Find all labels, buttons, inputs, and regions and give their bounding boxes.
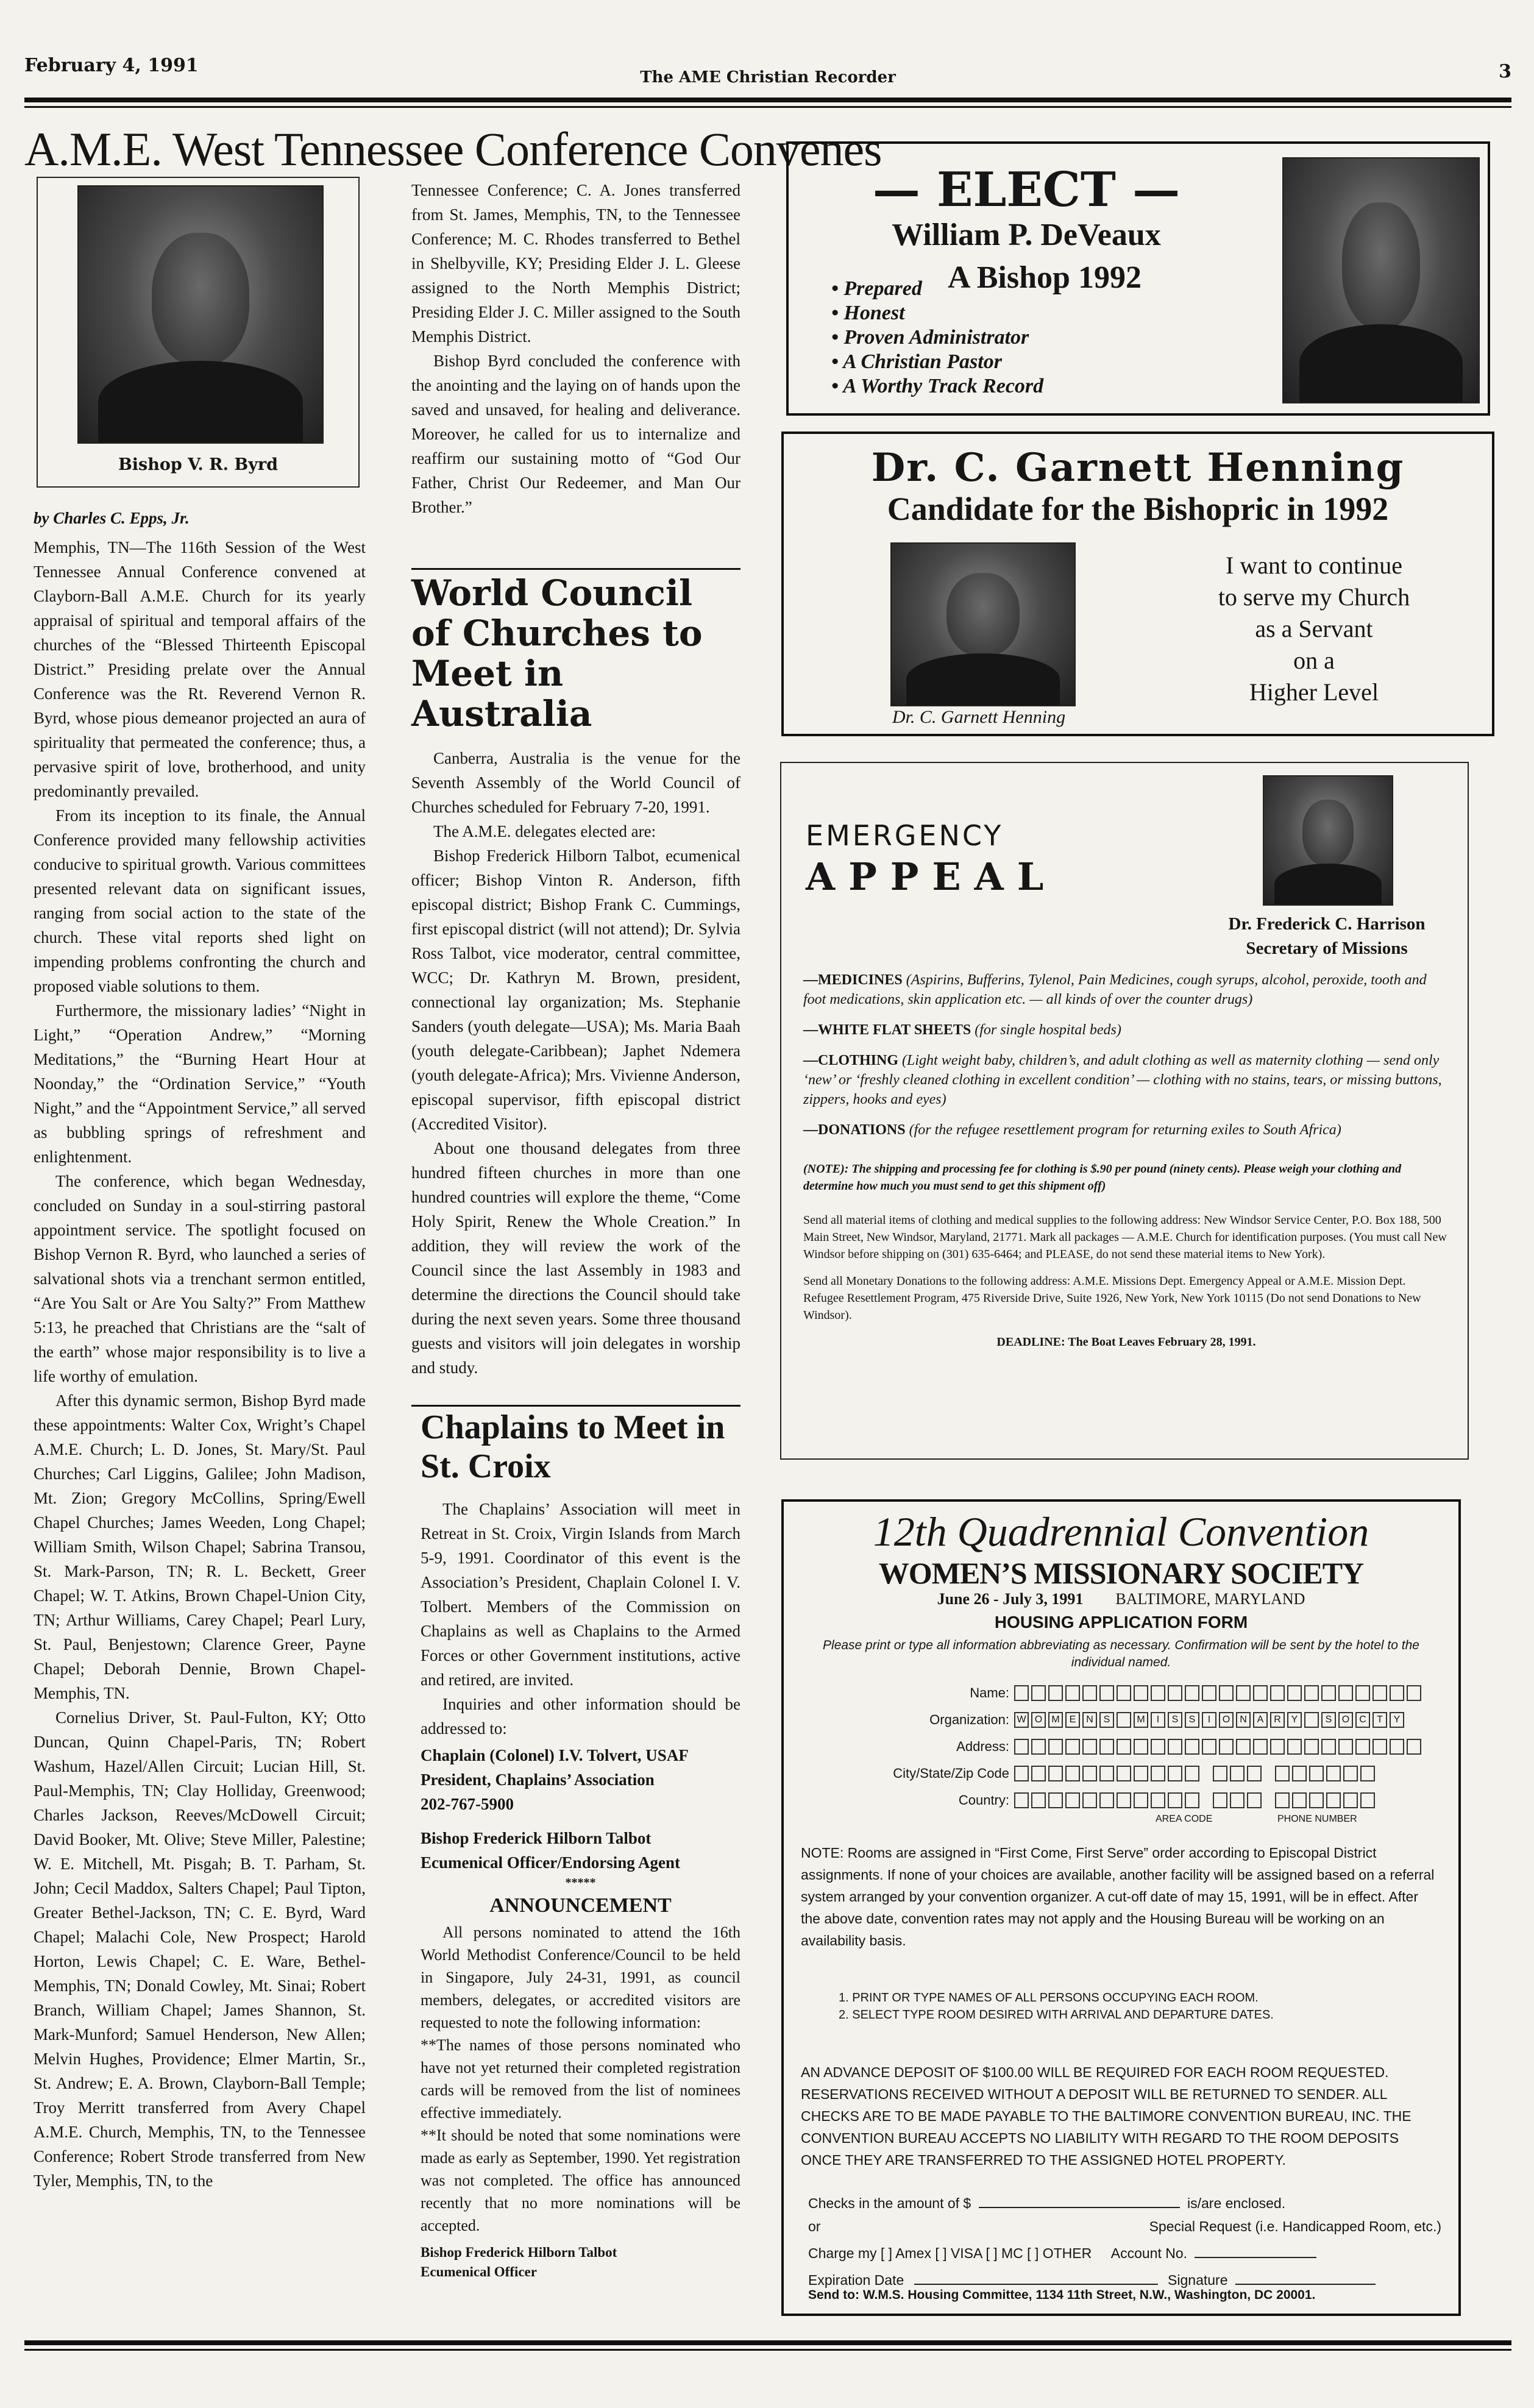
paragraph: Canberra, Australia is the venue for the Seventh Assembly of the World Council of Churches scheduled for February 7-20, 1991. xyxy=(411,749,740,816)
address-input[interactable] xyxy=(1014,1739,1421,1755)
character-cell[interactable] xyxy=(1304,1739,1319,1755)
article-headline: A.M.E. West Tennessee Conference Convenes xyxy=(24,123,882,176)
harrison-caption xyxy=(1196,912,1458,961)
character-cell[interactable] xyxy=(1014,1766,1029,1781)
elect-point: • A Worthy Track Record xyxy=(831,374,1043,399)
character-cell[interactable]: Y xyxy=(1287,1712,1302,1728)
character-cell[interactable] xyxy=(1014,1685,1029,1701)
character-cell[interactable] xyxy=(1014,1792,1029,1808)
form-title: HOUSING APPLICATION FORM xyxy=(994,1613,1248,1632)
paragraph: After this dynamic sermon, Bishop Byrd made these appointments: Walter Cox, Wright’s Chapel A.M.E. Church; L. D. Jones, St. Mary/St. Paul Churches; Carl Liggins, Galilee; John Madison, Mt. Zion; Gregory McCollins, Spring/Ewell Chapel Churches; James Weeden, Long Chapel; William Smith, Wilson Chapel; Sabrina Transou, St. Mark-Parson, TN; R. L. Beckett, Greer Chapel; W. T. Atkins, Brown Chapel-Union City, TN; Arthur Williams, Carey Chapel; Pearl Lury, St. Paul, Benjestown; Clarence Greer, Payne Chapel; Deborah Dennie, Brown Chapel-Memphis, TN. xyxy=(34,1391,366,1702)
character-cell[interactable] xyxy=(1031,1766,1046,1781)
contact-line: Bishop Frederick Hilborn Talbot xyxy=(421,1829,652,1847)
henning-photo xyxy=(890,542,1076,706)
character-cell[interactable] xyxy=(1117,1685,1131,1701)
character-cell[interactable] xyxy=(1219,1739,1234,1755)
article1-column1 xyxy=(34,506,366,2193)
character-cell[interactable] xyxy=(1287,1739,1302,1755)
item-label: —MEDICINES xyxy=(803,972,903,988)
photo-face xyxy=(1302,800,1354,866)
article2-body xyxy=(411,746,740,1380)
quote-line: as a Servant xyxy=(1255,615,1373,642)
announcement-headline: ANNOUNCEMENT xyxy=(489,1894,672,1917)
paragraph: The A.M.E. delegates elected are: xyxy=(433,822,656,840)
item-detail: (for single hospital beds) xyxy=(975,1022,1121,1038)
character-cell[interactable] xyxy=(1338,1739,1353,1755)
cell-gap xyxy=(1202,1766,1210,1781)
paragraph: The conference, which began Wednesday, concluded on Sunday in a soul-stirring pastoral appointment service. The spotlight focused on Bishop Vernon R. Byrd, who launched a series of salvational shots via a trenchant sermon entitled, “Are You Salt or Are You Salty?” From Matthew 5:13, he preached that Christians are the “salt of the earth” whose major responsibility is to live a life worthy of emulation. xyxy=(34,1172,366,1385)
deposit-terms: AN ADVANCE DEPOSIT OF $100.00 WILL BE REQUIRED FOR EACH ROOM REQUESTED. RESERVATIONS RECEIVED WITHOUT A DEPOSIT WILL BE RETURNED TO SENDER. ALL CHECKS ARE TO BE MADE PAYABLE TO THE BALTIMORE CONVENTION BUREAU, INC. THE CONVENTION BUREAU ACCEPTS NO LIABILITY WITH REGARD TO THE ROOM DEPOSITS ONCE THEY ARE TRANSFERRED TO THE ASSIGNED HOTEL PROPERTY. xyxy=(801,2064,1411,2168)
paragraph: Tennessee Conference; C. A. Jones transferred from St. James, Memphis, TN, to the Tennessee Conference; M. C. Rhodes transferred to Bethel in Shelbyville, KY; Presiding Elder J. L. Gleese assigned to the North Memphis District; Presiding Elder J. C. Miller assigned to the South Memphis District. xyxy=(411,181,740,346)
contact-line: 202-767-5900 xyxy=(421,1795,514,1813)
signature-label: Signature xyxy=(1168,2272,1228,2288)
character-cell[interactable] xyxy=(1213,1792,1227,1808)
paragraph: Inquiries and other information should be addressed to: xyxy=(421,1695,740,1738)
character-cell[interactable]: O xyxy=(1338,1712,1353,1728)
footer-rule-thin xyxy=(24,2349,1511,2351)
character-cell[interactable] xyxy=(1099,1739,1114,1755)
character-cell[interactable]: I xyxy=(1202,1712,1216,1728)
character-cell[interactable] xyxy=(1117,1792,1131,1808)
character-cell[interactable]: T xyxy=(1372,1712,1387,1728)
account-field[interactable] xyxy=(1195,2257,1316,2258)
character-cell[interactable] xyxy=(1360,1766,1375,1781)
character-cell[interactable] xyxy=(1048,1685,1063,1701)
city-row xyxy=(790,1760,1454,1787)
account-label: Account No. xyxy=(1110,2245,1188,2261)
checks-label: Checks in the amount of $ xyxy=(808,2195,971,2211)
step-item: 1. PRINT OR TYPE NAMES OF ALL PERSONS OCCUPYING EACH ROOM. xyxy=(839,1991,1259,2005)
character-cell[interactable] xyxy=(1230,1792,1245,1808)
photo-shoulders xyxy=(1299,324,1463,402)
form-instructions: Please print or type all information abbreviating as necessary. Confirmation will be sent by the hotel to the individual named. xyxy=(823,1638,1419,1669)
character-cell[interactable] xyxy=(1048,1792,1063,1808)
convention-dates-row xyxy=(784,1590,1458,1608)
paragraph: From its inception to its finale, the Annual Conference provided many fellowship activities conducive to spiritual growth. Various committees presented relevant data on significant issues, ranging from social action to the state of the church. These vital reports shed light on impending problems confronting the church and proposed viable solutions to them. xyxy=(34,806,366,995)
footer-rule xyxy=(24,2340,1511,2345)
emergency-item xyxy=(803,1051,1449,1109)
elect-title: — ELECT — xyxy=(872,162,1181,218)
article2-headline: World Council of Churches to Meet in Australia xyxy=(411,572,703,734)
character-cell[interactable] xyxy=(1372,1739,1387,1755)
item-detail: (Aspirins, Bufferins, Tylenol, Pain Medicines, cough syrups, alcohol, peroxide, tooth and foot medications, skin application etc. — all kinds of over the counter drugs) xyxy=(803,972,1427,1007)
address-row xyxy=(790,1733,1454,1760)
convention-dates: June 26 - July 3, 1991 xyxy=(937,1590,1084,1608)
announcement-body xyxy=(421,1921,740,2282)
character-cell[interactable] xyxy=(1292,1766,1307,1781)
paragraph: **It should be noted that some nominations were made as early as September, 1990. Yet registration was not completed. The office has announced recently that no more nominations will be accepted. xyxy=(421,2126,740,2234)
character-cell[interactable] xyxy=(1287,1685,1302,1701)
character-cell[interactable] xyxy=(1247,1792,1262,1808)
character-cell[interactable] xyxy=(1390,1685,1404,1701)
character-cell[interactable] xyxy=(1230,1766,1245,1781)
character-cell[interactable] xyxy=(1355,1685,1370,1701)
character-cell[interactable] xyxy=(1326,1766,1341,1781)
organization-input[interactable] xyxy=(1014,1712,1404,1728)
character-cell[interactable]: Y xyxy=(1390,1712,1404,1728)
character-cell[interactable] xyxy=(1185,1685,1199,1701)
contact-line: Chaplain (Colonel) I.V. Tolvert, USAF xyxy=(421,1746,689,1764)
character-cell[interactable] xyxy=(1065,1739,1080,1755)
section-rule xyxy=(411,1405,740,1407)
elect-point: • Honest xyxy=(831,301,1043,325)
deveaux-photo xyxy=(1282,157,1480,403)
bishop-byrd-photo xyxy=(77,185,324,444)
character-cell[interactable] xyxy=(1326,1792,1341,1808)
paragraph: Furthermore, the missionary ladies’ “Night in Light,” “Operation Andrew,” “Morning Meditations,” the “Burning Heart Hour at Noonday,” the “Ordination Service,” “Youth Night,” and the “Appointment Service,” all served as bubbling springs of refreshment and enlightenment. xyxy=(34,1001,366,1166)
checks-amount-field[interactable] xyxy=(979,2207,1180,2208)
character-cell[interactable] xyxy=(1031,1685,1046,1701)
paragraph: Cornelius Driver, St. Paul-Fulton, KY; Otto Duncan, Quinn Chapel-Paris, TN; Robert Washum, Hazel/Allen Circuit; Lucian Hill, St. Paul-Memphis, TN; Clay Holliday, Greenwood; Charles Jackson, Reeves/McDowell Circuit; David Booker, Mt. Olive; Steve Miller, Palestine; W. E. Mitchell, Mt. Pisgah; B. T. Parham, St. John; Cecil Maddox, Salters Chapel; Paul Tipton, Greater Bethel-Jackson, TN; C. E. Byrd, Ward Chapel; Malachi Cole, New Prospect; Harold Horton, Lewis Chapel; C. E. Ware, Bethel-Memphis, TN; Donald Cowley, Mt. Sinai; Robert Branch, William Chapel; James Shannon, St. Mark-Munford; Samuel Henderson, New Allen; Melvin Hughes, Providence; Elmer Martin, Sr., St. Andrew; E. A. Brown, Clayborn-Ball Temple; Troy Merritt transferred from Avery Chapel A.M.E. Church, Memphis, TN, to the Tennessee Conference; Robert Strode transferred from New Tyler, Memphis, TN, to the xyxy=(34,1708,366,2190)
photo-face xyxy=(152,233,249,366)
convention-location: BALTIMORE, MARYLAND xyxy=(1115,1590,1305,1608)
character-cell[interactable] xyxy=(1270,1685,1285,1701)
character-cell[interactable] xyxy=(1031,1792,1046,1808)
appeal-title: APPEAL xyxy=(806,854,1057,899)
character-cell[interactable] xyxy=(1275,1766,1290,1781)
character-cell[interactable] xyxy=(1219,1685,1234,1701)
contact-block-2 xyxy=(421,1826,740,1875)
henning-ad xyxy=(781,432,1494,736)
character-cell[interactable] xyxy=(1236,1739,1251,1755)
character-cell[interactable]: O xyxy=(1219,1712,1234,1728)
character-cell[interactable]: C xyxy=(1355,1712,1370,1728)
organization-label: Organization: xyxy=(929,1712,1009,1727)
paragraph: All persons nominated to attend the 16th World Methodist Conference/Council to be held in Singapore, July 24-31, 1991, as council members, delegates, or accredited visitors are requested to note the following information: xyxy=(421,1923,740,2031)
person-name: Dr. Frederick C. Harrison xyxy=(1228,914,1426,934)
masthead-rule xyxy=(24,98,1511,102)
character-cell[interactable] xyxy=(1253,1739,1268,1755)
photo-face xyxy=(946,573,1020,657)
organization-row xyxy=(790,1707,1454,1733)
character-cell[interactable] xyxy=(1202,1739,1216,1755)
character-cell[interactable]: N xyxy=(1236,1712,1251,1728)
character-cell[interactable] xyxy=(1407,1739,1421,1755)
expiration-field[interactable] xyxy=(914,2284,1158,2285)
character-cell[interactable]: S xyxy=(1321,1712,1336,1728)
deadline: DEADLINE: The Boat Leaves February 28, 1991. xyxy=(996,1335,1256,1349)
character-cell[interactable] xyxy=(1355,1739,1370,1755)
paragraph: **The names of those persons nominated who have not yet returned their completed registration cards will be removed from the list of nominees effective immediately. xyxy=(421,2036,740,2122)
character-cell[interactable] xyxy=(1031,1739,1046,1755)
character-cell[interactable] xyxy=(1134,1685,1148,1701)
page-number: 3 xyxy=(1499,61,1511,82)
section-rule xyxy=(411,568,740,570)
character-cell[interactable] xyxy=(1048,1739,1063,1755)
character-cell[interactable] xyxy=(1151,1685,1165,1701)
shipping-note: (NOTE): The shipping and processing fee for clothing is $.90 per pound (ninety cents). Please weigh your clothing and determine how much you must send to get this shipment off) xyxy=(803,1162,1402,1193)
character-cell[interactable] xyxy=(1372,1685,1387,1701)
character-cell[interactable]: N xyxy=(1082,1712,1097,1728)
item-detail: (Light weight baby, children’s, and adult clothing as well as maternity clothing — send only ‘new’ or ‘freshly cleaned clothing in excellent condition’ — clothing with no stains, tears, or missing buttons, zippers, hooks and eyes) xyxy=(803,1053,1442,1107)
character-cell[interactable] xyxy=(1151,1766,1165,1781)
photo-frame xyxy=(37,177,360,488)
paragraph: About one thousand delegates from three hundred fifteen churches in more than one hundred countries will explore the theme, “Come Holy Spirit, Renew the Whole Creation.” In addition, they will review the work of the Council since the last Assembly in 1983 and determine the directions the Council should take during the next seven years. Some three thousand guests and visitors will join delegates in worship and study. xyxy=(411,1139,740,1377)
emergency-items xyxy=(803,970,1449,1360)
person-title: Secretary of Missions xyxy=(1246,939,1408,958)
city-input[interactable] xyxy=(1014,1766,1375,1781)
character-cell[interactable] xyxy=(1321,1685,1336,1701)
character-cell[interactable]: M xyxy=(1134,1712,1148,1728)
photo-shoulders xyxy=(98,361,303,442)
character-cell[interactable] xyxy=(1407,1685,1421,1701)
address-label: Address: xyxy=(956,1739,1009,1754)
payment-section xyxy=(808,2192,1441,2292)
convention-org: WOMEN’S MISSIONARY SOCIETY xyxy=(878,1556,1364,1590)
signature-line: Ecumenical Officer xyxy=(421,2264,537,2279)
quote-line: on a xyxy=(1293,647,1335,674)
character-cell[interactable]: O xyxy=(1031,1712,1046,1728)
henning-subtitle: Candidate for the Bishopric in 1992 xyxy=(887,491,1389,527)
character-cell[interactable] xyxy=(1099,1766,1114,1781)
character-cell[interactable] xyxy=(1048,1766,1063,1781)
character-cell[interactable] xyxy=(1117,1739,1131,1755)
character-cell[interactable] xyxy=(1168,1792,1182,1808)
country-input[interactable] xyxy=(1014,1792,1375,1808)
elect-subtitle: A Bishop 1992 xyxy=(948,260,1142,295)
character-cell[interactable] xyxy=(1343,1766,1358,1781)
character-cell[interactable] xyxy=(1185,1766,1199,1781)
character-cell[interactable] xyxy=(1202,1685,1216,1701)
emergency-item xyxy=(803,970,1449,1009)
character-cell[interactable] xyxy=(1082,1766,1097,1781)
character-cell[interactable] xyxy=(1168,1685,1182,1701)
masthead-rule-thin xyxy=(24,106,1511,108)
character-cell[interactable] xyxy=(1134,1739,1148,1755)
form-fields xyxy=(790,1680,1454,1826)
emergency-item xyxy=(803,1120,1449,1140)
character-cell[interactable] xyxy=(1253,1685,1268,1701)
elect-points xyxy=(831,277,1043,399)
item-label: —CLOTHING xyxy=(803,1053,899,1068)
character-cell[interactable] xyxy=(1168,1766,1182,1781)
henning-quote xyxy=(1174,550,1454,708)
name-input[interactable] xyxy=(1014,1685,1421,1701)
signature-field[interactable] xyxy=(1235,2284,1376,2285)
character-cell[interactable] xyxy=(1213,1766,1227,1781)
character-cell[interactable] xyxy=(1082,1792,1097,1808)
name-label: Name: xyxy=(970,1685,1009,1700)
character-cell[interactable] xyxy=(1338,1685,1353,1701)
country-row xyxy=(790,1787,1454,1814)
elect-name: William P. DeVeaux xyxy=(892,218,1161,252)
character-cell[interactable] xyxy=(1304,1712,1319,1728)
character-cell[interactable]: I xyxy=(1151,1712,1165,1728)
item-detail: (for the refugee resettlement program for returning exiles to South Africa) xyxy=(909,1122,1341,1138)
phone-labels xyxy=(790,1814,1454,1826)
checks-tail: is/are enclosed. xyxy=(1187,2195,1286,2211)
quote-line: Higher Level xyxy=(1249,678,1379,706)
character-cell[interactable] xyxy=(1134,1792,1148,1808)
item-label: —WHITE FLAT SHEETS xyxy=(803,1022,971,1038)
character-cell[interactable]: W xyxy=(1014,1712,1029,1728)
rooms-note: NOTE: Rooms are assigned in “First Come, First Serve” order according to Episcopal District assignments. If none of your choices are available, another facility will be assigned based on a referral system arranged by your convention organizer. A cut-off date of may 15, 1991, will be in effect. After the above date, convention rates may not apply and the Housing Bureau will be working on an availability basis. xyxy=(801,1845,1435,1948)
issue-date: February 4, 1991 xyxy=(24,55,199,76)
character-cell[interactable] xyxy=(1117,1712,1131,1728)
character-cell[interactable] xyxy=(1065,1685,1080,1701)
character-cell[interactable] xyxy=(1082,1739,1097,1755)
character-cell[interactable]: R xyxy=(1270,1712,1285,1728)
character-cell[interactable] xyxy=(1099,1685,1114,1701)
character-cell[interactable]: A xyxy=(1253,1712,1268,1728)
character-cell[interactable] xyxy=(1014,1739,1029,1755)
send-money: Send all Monetary Donations to the following address: A.M.E. Missions Dept. Emergency Appeal or A.M.E. Mission Dept. Refugee Resettlement Program, 475 Riverside Drive, Suite 1926, New York, New York 10115 (Do not send Donations to New Windsor). xyxy=(803,1274,1421,1322)
contact-line: Ecumenical Officer/Endorsing Agent xyxy=(421,1853,680,1872)
announcement xyxy=(421,1894,740,2282)
article3-headline: Chaplains to Meet in St. Croix xyxy=(421,1408,725,1485)
name-row xyxy=(790,1680,1454,1707)
expiration-label: Expiration Date xyxy=(808,2272,904,2288)
paragraph: Bishop Frederick Hilborn Talbot, ecumenical officer; Bishop Vinton R. Anderson, fifth episcopal district; Bishop Frank C. Cummings, first episcopal district (will not attend); Dr. Sylvia Ross Talbot, vice moderator, central committee, WCC; Dr. Kathryn M. Brown, president, connectional lay organization; Ms. Stephanie Sanders (youth delegate—USA); Ms. Maria Baah (youth delegate-Caribbean); Japhet Ndemera (youth delegate-Africa); Mrs. Vivienne Anderson, episcopal supervisor, fifth episcopal district (Accredited Visitor). xyxy=(411,847,740,1133)
character-cell[interactable] xyxy=(1236,1685,1251,1701)
emergency-title: EMERGENCY xyxy=(806,819,1004,852)
elect-point: • Proven Administrator xyxy=(831,325,1043,350)
character-cell[interactable] xyxy=(1185,1739,1199,1755)
character-cell[interactable] xyxy=(1065,1792,1080,1808)
send-to: Send to: W.M.S. Housing Committee, 1134 11th Street, N.W., Washington, DC 20001. xyxy=(808,2288,1316,2302)
paragraph: Memphis, TN—The 116th Session of the West Tennessee Annual Conference convened at Clayborn-Ball A.M.E. Church for its yearly appraisal of spiritual and temporal affairs of the churches of the “Blessed Thirteenth Episcopal District.” Presiding prelate over the Annual Conference was the Rt. Reverend Vernon R. Byrd, whose pious demeanor projected an aura of spirituality that permeated the conference; thus, a pervasive spirit of love, brotherhood, and unity predominantly prevailed. xyxy=(34,538,366,800)
character-cell[interactable] xyxy=(1343,1792,1358,1808)
contact-block-1 xyxy=(421,1743,740,1816)
character-cell[interactable] xyxy=(1270,1739,1285,1755)
character-cell[interactable] xyxy=(1275,1792,1290,1808)
item-label: —DONATIONS xyxy=(803,1122,906,1138)
country-label: Country: xyxy=(958,1792,1009,1808)
charge-row xyxy=(808,2242,1441,2265)
character-cell[interactable] xyxy=(1309,1766,1324,1781)
paper-title: The AME Christian Recorder xyxy=(640,68,896,87)
article1-column2 xyxy=(411,178,740,519)
cell-gap xyxy=(1264,1792,1273,1808)
character-cell[interactable] xyxy=(1151,1739,1165,1755)
paragraph: The Chaplains’ Association will meet in Retreat in St. Croix, Virgin Islands from March 5-9, 1991. Coordinator of this event is the Association’s President, Chaplain Colonel I. V. Tolbert. Members of the Commission on Chaplains as well as Chaplains to the Armed Forces or other Government institutions, active and retired, are invited. xyxy=(421,1500,740,1689)
area-code-label: AREA CODE xyxy=(1156,1814,1213,1824)
elect-point: • Prepared xyxy=(831,277,1043,301)
step-item: 2. SELECT TYPE ROOM DESIRED WITH ARRIVAL AND DEPARTURE DATES. xyxy=(839,2008,1274,2022)
character-cell[interactable] xyxy=(1309,1792,1324,1808)
character-cell[interactable] xyxy=(1247,1766,1262,1781)
character-cell[interactable]: M xyxy=(1048,1712,1063,1728)
character-cell[interactable] xyxy=(1185,1792,1199,1808)
form-steps xyxy=(839,1989,1274,2023)
character-cell[interactable]: S xyxy=(1168,1712,1182,1728)
photo-caption: Bishop V. R. Byrd xyxy=(118,455,279,474)
character-cell[interactable] xyxy=(1082,1685,1097,1701)
character-cell[interactable] xyxy=(1304,1685,1319,1701)
character-cell[interactable] xyxy=(1065,1766,1080,1781)
section-stars: ***** xyxy=(565,1876,596,1889)
paragraph: Bishop Byrd concluded the conference with the anointing and the laying on of hands upon the saved and unsaved, for healing and deliverance. Moreover, he called for us to internalize and reaffirm our sustaining motto of “God Our Father, Christ Our Redeemer, and Man Our Brother.” xyxy=(411,352,740,516)
city-label: City/State/Zip Code xyxy=(893,1766,1009,1781)
signature-line: Bishop Frederick Hilborn Talbot xyxy=(421,2245,617,2260)
article3-body xyxy=(421,1497,740,1891)
character-cell[interactable] xyxy=(1292,1792,1307,1808)
send-material: Send all material items of clothing and medical supplies to the following address: New Windsor Service Center, P.O. Box 188, 500 Main Street, New Windsor, Maryland, 21771. Mark all packages — A.M.E. Church for identification purposes. (You must call New Windsor before shipping on (301) 635-6464; and PLEASE, do not send these material items to New York). xyxy=(803,1213,1447,1261)
character-cell[interactable] xyxy=(1360,1792,1375,1808)
character-cell[interactable]: S xyxy=(1185,1712,1199,1728)
photo-face xyxy=(1342,202,1420,329)
character-cell[interactable] xyxy=(1099,1792,1114,1808)
special-request-label: Special Request (i.e. Handicapped Room, etc.) xyxy=(1149,2218,1441,2234)
quote-line: I want to continue xyxy=(1226,552,1402,579)
character-cell[interactable] xyxy=(1390,1739,1404,1755)
character-cell[interactable] xyxy=(1117,1766,1131,1781)
character-cell[interactable] xyxy=(1321,1739,1336,1755)
announcement-signature xyxy=(421,2243,740,2282)
contact-line: President, Chaplains’ Association xyxy=(421,1770,655,1789)
character-cell[interactable]: S xyxy=(1099,1712,1114,1728)
convention-title: 12th Quadrennial Convention xyxy=(873,1508,1369,1555)
henning-name: Dr. C. Garnett Henning xyxy=(871,445,1405,491)
byline: by Charles C. Epps, Jr. xyxy=(34,509,190,527)
article3 xyxy=(421,1408,740,1891)
character-cell[interactable] xyxy=(1134,1766,1148,1781)
elect-ad xyxy=(786,141,1490,416)
character-cell[interactable]: E xyxy=(1065,1712,1080,1728)
charge-label: Charge my [ ] Amex [ ] VISA [ ] MC [ ] OTHER xyxy=(808,2245,1092,2261)
henning-caption: Dr. C. Garnett Henning xyxy=(892,707,1066,727)
quote-line: to serve my Church xyxy=(1218,583,1410,611)
convention-form xyxy=(781,1499,1461,2316)
cell-gap xyxy=(1202,1792,1210,1808)
harrison-photo xyxy=(1263,775,1393,906)
or-label: or xyxy=(808,2218,821,2234)
or-row xyxy=(808,2215,1441,2238)
photo-shoulders xyxy=(1274,864,1382,904)
photo-shoulders xyxy=(906,653,1060,705)
article2 xyxy=(411,573,740,1380)
cell-gap xyxy=(1264,1766,1273,1781)
emergency-item xyxy=(803,1020,1449,1040)
character-cell[interactable] xyxy=(1168,1739,1182,1755)
emergency-appeal xyxy=(780,762,1469,1460)
checks-row xyxy=(808,2192,1441,2215)
masthead xyxy=(24,55,1511,104)
phone-number-label: PHONE NUMBER xyxy=(1277,1814,1357,1824)
elect-point: • A Christian Pastor xyxy=(831,350,1043,374)
character-cell[interactable] xyxy=(1151,1792,1165,1808)
